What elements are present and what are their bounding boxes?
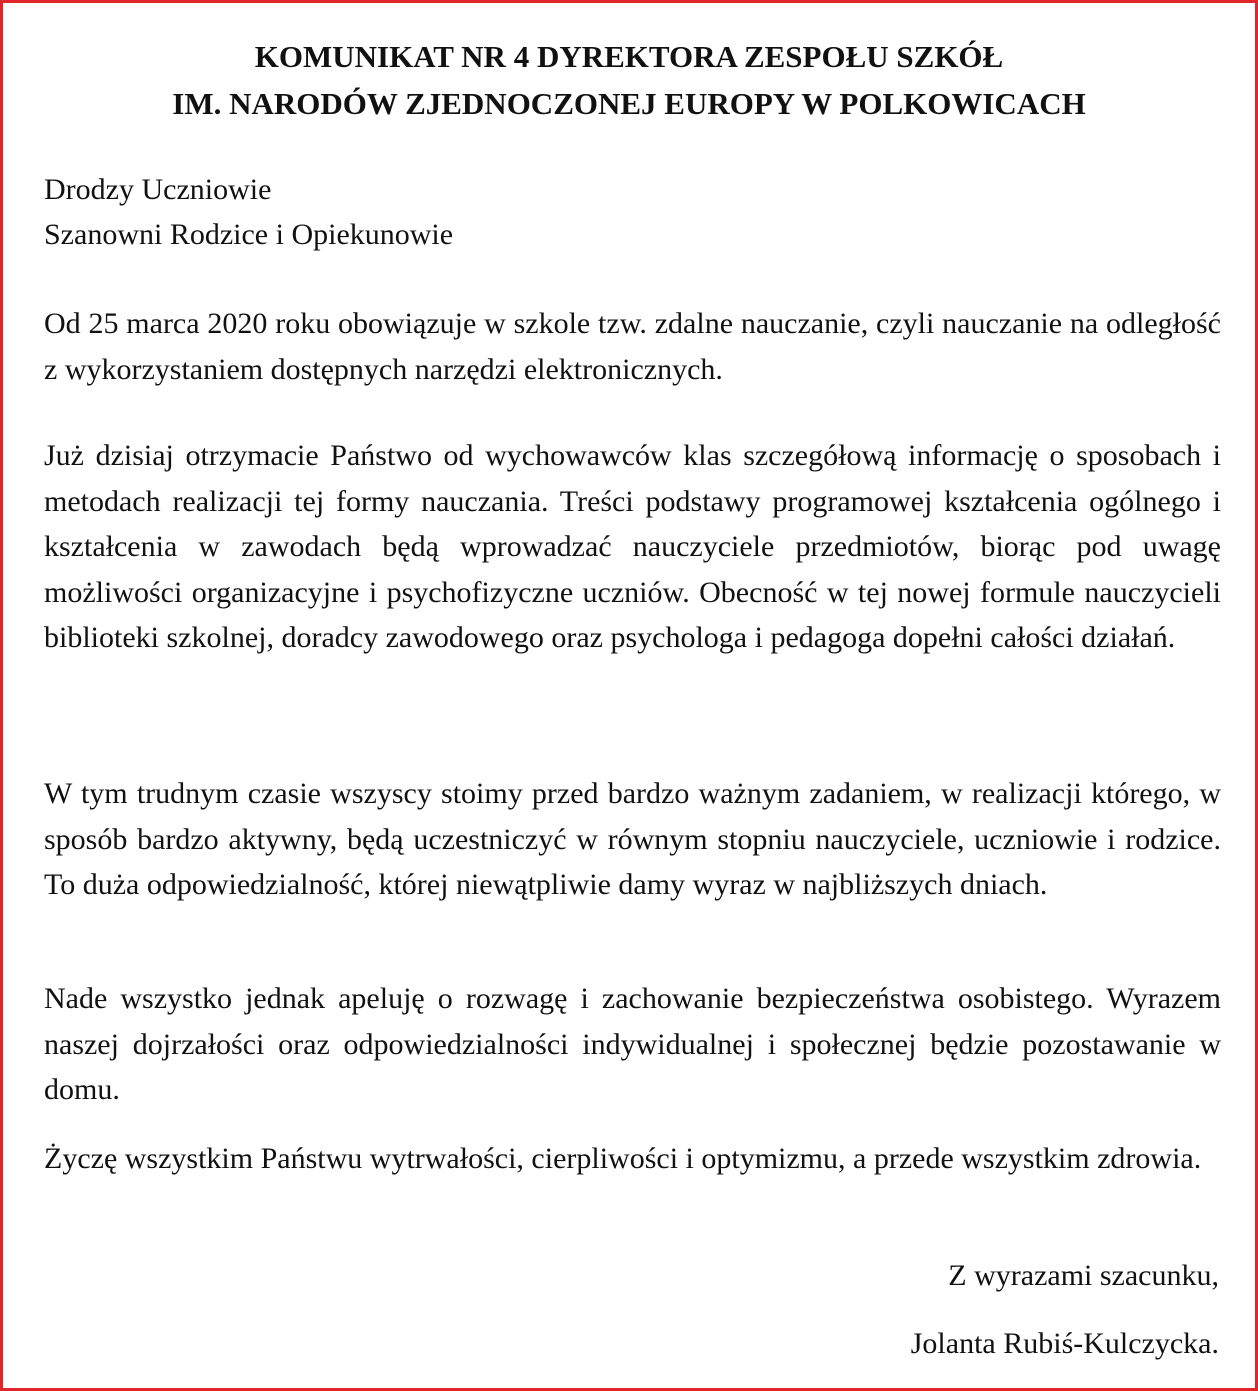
title-line-1: KOMUNIKAT NR 4 DYREKTORA ZESPOŁU SZKÓŁ	[254, 39, 1004, 74]
salutation	[44, 167, 1221, 257]
paragraph-safety-appeal: Nade wszystko jednak apeluję o rozwagę i zachowanie bezpieczeństwa osobistego. Wyrazem naszej dojrzałości oraz odpowiedzialności indywidualnej i społecznej będzie pozostawanie w domu.	[44, 982, 1221, 1106]
closing-phrase: Z wyrazami szacunku,	[948, 1259, 1219, 1292]
paragraph-information: Już dzisiaj otrzymacie Państwo od wychowawców klas szczegółową informację o sposobach i metodach realizacji tej formy nauczania. Treści podstawy programowej kształcenia ogólnego i kształcenia w zawodach będą wprowadzać nauczyciele przedmiotów, biorąc pod uwagę możliwości organizacyjne i psychofizyczne uczniów. Obecność w tej nowej formule nauczycieli biblioteki szkolnej, doradcy zawodowego oraz psychologa i pedagoga dopełni całości działań.	[44, 439, 1221, 654]
paragraph-remote-learning: Od 25 marca 2020 roku obowiązuje w szkole tzw. zdalne nauczanie, czyli nauczanie na odległość z wykorzystaniem dostępnych narzędzi elektronicznych.	[44, 307, 1221, 386]
title-line-2: IM. NARODÓW ZJEDNOCZONEJ EUROPY W POLKOWICACH	[172, 86, 1086, 121]
paragraph-wishes: Życzę wszystkim Państwu wytrwałości, cierpliwości i optymizmu, a przede wszystkim zdrowia.	[44, 1142, 1202, 1175]
salutation-line-1: Drodzy Uczniowie	[44, 173, 272, 206]
document-title	[3, 33, 1255, 127]
paragraph-difficult-time: W tym trudnym czasie wszyscy stoimy przed bardzo ważnym zadaniem, w realizacji którego, w sposób bardzo aktywny, będą uczestniczyć w równym stopniu nauczyciele, uczniowie i rodzice. To duża odpowiedzialność, której niewątpliwie damy wyraz w najbliższych dniach.	[44, 777, 1221, 901]
signature-name: Jolanta Rubiś-Kulczycka.	[910, 1327, 1219, 1360]
salutation-line-2: Szanowni Rodzice i Opiekunowie	[44, 218, 454, 251]
